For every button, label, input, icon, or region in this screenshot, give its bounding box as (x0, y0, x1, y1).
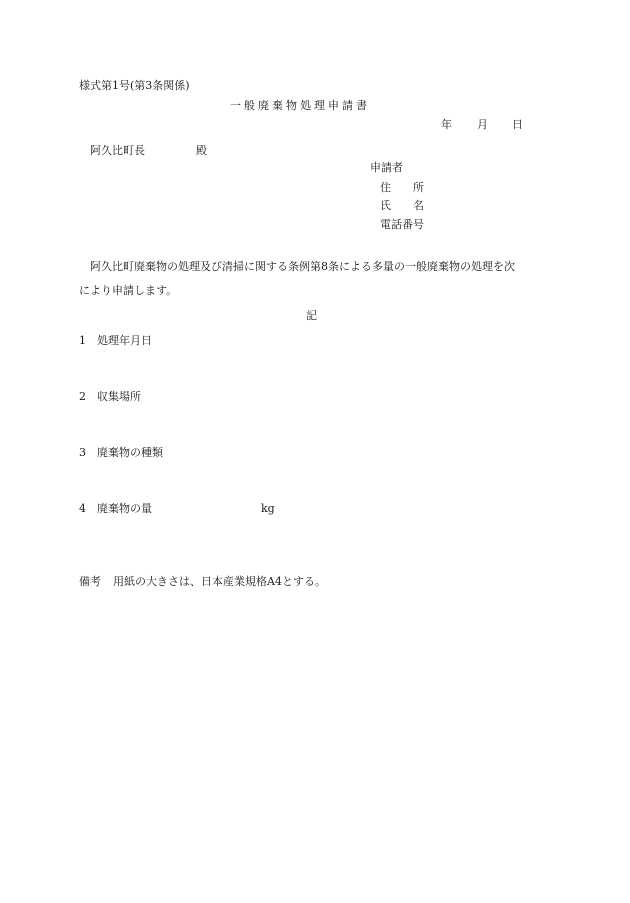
body-line-2: により申請します。 (79, 284, 178, 297)
applicant-phone-label: 電話番号 (380, 218, 424, 231)
ki-heading: 記 (306, 309, 317, 322)
item-unit-kg: kg (261, 502, 275, 515)
item-number: 2 (79, 390, 86, 403)
body-line-1: 阿久比町廃棄物の処理及び清掃に関する条例第8条による多量の一般廃棄物の処理を次 (90, 260, 515, 273)
item-number: 1 (79, 334, 86, 347)
applicant-address-label: 住 所 (380, 181, 424, 194)
applicant-name-label: 氏 名 (380, 199, 424, 212)
form-number: 様式第1号(第3条関係) (79, 79, 190, 92)
date-year: 年 (441, 118, 452, 131)
addressee-honorific: 殿 (196, 144, 207, 157)
form-title: 一般廃棄物処理申請書 (230, 99, 370, 112)
item-number: 3 (79, 446, 86, 459)
date-day: 日 (512, 118, 523, 131)
applicant-heading: 申請者 (370, 161, 403, 174)
date-month: 月 (477, 118, 488, 131)
item-number: 4 (79, 502, 86, 515)
item-label-waste-amount: 廃棄物の量 (97, 502, 152, 515)
note-text: 用紙の大きさは、日本産業規格A4とする。 (113, 575, 326, 588)
item-label-processing-date: 処理年月日 (97, 334, 152, 347)
note-label: 備考 (79, 575, 101, 588)
item-label-collection-place: 収集場所 (97, 390, 141, 403)
item-label-waste-type: 廃棄物の種類 (97, 446, 163, 459)
addressee-name: 阿久比町長 (90, 144, 145, 157)
